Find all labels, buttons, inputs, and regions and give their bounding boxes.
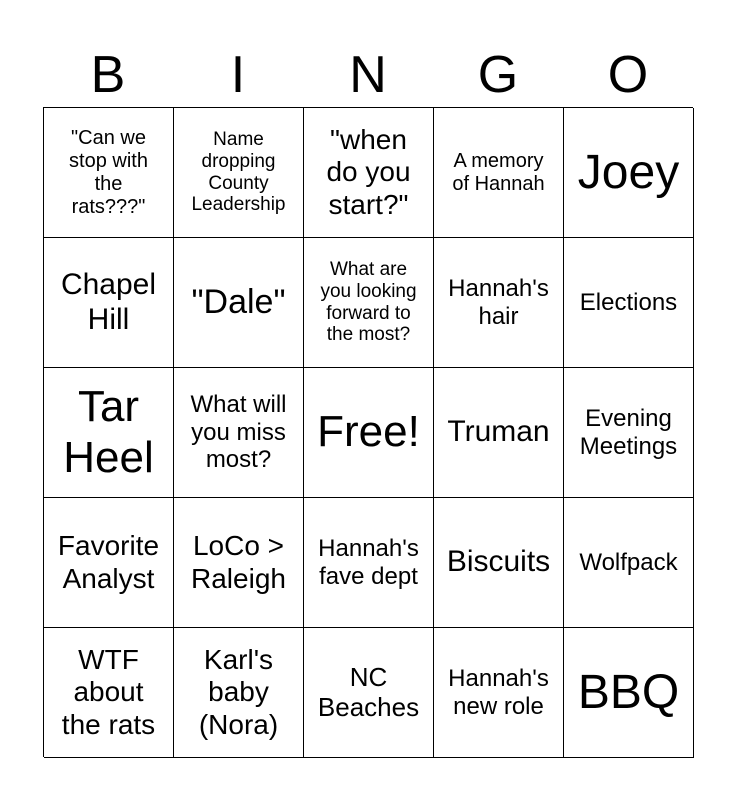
bingo-cell[interactable]: Favorite Analyst <box>44 498 174 628</box>
bingo-cell[interactable]: "when do you start?" <box>304 108 434 238</box>
header-letter-i: I <box>230 46 246 104</box>
bingo-cell[interactable]: LoCo > Raleigh <box>174 498 304 628</box>
bingo-cell[interactable]: Truman <box>434 368 564 498</box>
bingo-cell[interactable]: A memory of Hannah <box>434 108 564 238</box>
bingo-cell[interactable]: Hannah's new role <box>434 628 564 758</box>
bingo-cell[interactable]: What are you looking forward to the most? <box>304 238 434 368</box>
bingo-cell[interactable]: Chapel Hill <box>44 238 174 368</box>
bingo-cell[interactable]: Joey <box>564 108 694 238</box>
bingo-board <box>43 107 693 757</box>
bingo-cell[interactable]: Hannah's hair <box>434 238 564 368</box>
header-letter-b: B <box>90 46 126 104</box>
bingo-cell[interactable]: "Dale" <box>174 238 304 368</box>
bingo-cell[interactable]: Karl's baby (Nora) <box>174 628 304 758</box>
bingo-cell[interactable]: Elections <box>564 238 694 368</box>
bingo-cell[interactable]: NC Beaches <box>304 628 434 758</box>
bingo-cell[interactable]: Hannah's fave dept <box>304 498 434 628</box>
bingo-header <box>43 42 693 108</box>
bingo-cell[interactable]: Biscuits <box>434 498 564 628</box>
bingo-cell[interactable]: Evening Meetings <box>564 368 694 498</box>
bingo-cell[interactable]: Tar Heel <box>44 368 174 498</box>
bingo-cell[interactable]: Name dropping County Leadership <box>174 108 304 238</box>
header-letter-n: N <box>349 46 387 104</box>
bingo-cell[interactable]: BBQ <box>564 628 694 758</box>
bingo-cell[interactable]: Wolfpack <box>564 498 694 628</box>
bingo-cell[interactable]: "Can we stop with the rats???" <box>44 108 174 238</box>
free-space[interactable]: Free! <box>304 368 434 498</box>
bingo-cell[interactable]: WTF about the rats <box>44 628 174 758</box>
bingo-cell[interactable]: What will you miss most? <box>174 368 304 498</box>
header-letter-g: G <box>477 46 519 104</box>
header-letter-o: O <box>607 46 649 104</box>
